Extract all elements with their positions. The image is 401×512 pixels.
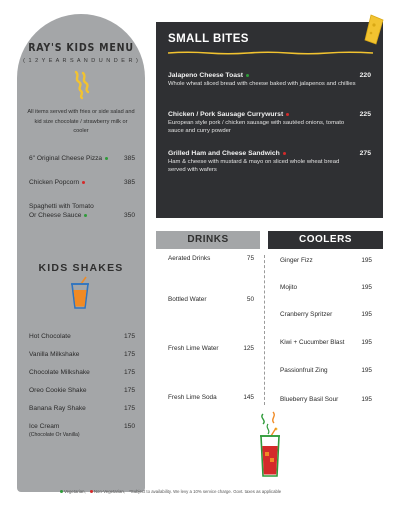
- cooler-item-name: Cranberry Spritzer: [280, 311, 333, 318]
- drink-item-name: Fresh Lime Water: [168, 345, 219, 352]
- kids-menu-subtitle: ( 1 2 Y E A R S A N D U N D E R ): [23, 58, 139, 64]
- cooler-item: [280, 257, 372, 264]
- shake-item-name: Hot Chocolate: [29, 333, 71, 340]
- nonveg-indicator: [90, 490, 93, 493]
- bite-item-desc: European style pork / chicken sausage with sautéed onions, tomato sauce and curry powder: [168, 120, 345, 134]
- veg-indicator: [60, 490, 63, 493]
- bite-item-name: Chicken / Pork Sausage Currywurst: [168, 111, 284, 118]
- veg-indicator: [246, 74, 249, 77]
- cooler-item-price: 195: [361, 257, 372, 264]
- cooler-item-name: Mojito: [280, 284, 298, 291]
- cooler-item-name: Passionfruit Zing: [280, 367, 328, 374]
- drink-item-name: Aerated Drinks: [168, 255, 211, 262]
- bite-item-price: 275: [359, 150, 371, 157]
- drink-item: [168, 296, 254, 303]
- shake-item-price: 175: [123, 369, 135, 376]
- cooler-item: [280, 367, 372, 374]
- shake-glass-icon: [67, 276, 93, 310]
- footer-note: *Subject to availability. We levy a 10% service charge. Govt. taxes as applicable: [129, 489, 282, 494]
- bite-item-desc: Ham & cheese with mustard & mayo on sliced whole wheat bread served with wafers: [168, 159, 340, 173]
- shake-item-name: Ice Cream: [29, 423, 60, 430]
- veg-indicator: [84, 214, 87, 217]
- shake-item-name: Oreo Cookie Shake: [29, 387, 87, 394]
- shake-item-price: 150: [123, 423, 135, 430]
- drink-item-price: 125: [243, 345, 254, 352]
- shake-item-price: 175: [123, 387, 135, 394]
- shake-item-sub: (Chocolate Or Vanilla): [29, 432, 80, 438]
- bite-item-name: Jalapeno Cheese Toast: [168, 72, 244, 79]
- bite-item: [168, 110, 371, 135]
- small-bites-title: SMALL BITES: [168, 33, 249, 45]
- cooler-item-price: 195: [361, 311, 372, 318]
- nonveg-indicator: [286, 113, 289, 116]
- kids-note: All items served with fries or side salad and kid size chocolate / strawberry milk or cooler: [27, 109, 135, 134]
- kids-item-name: Spaghetti with Tomato: [29, 203, 94, 210]
- cooler-item: [280, 311, 372, 318]
- shake-item-name: Banana Ray Shake: [29, 405, 86, 412]
- drinks-header: DRINKS: [156, 231, 260, 249]
- cooler-item-name: Kiwi + Cucumber Blast: [280, 339, 345, 346]
- pasta-icon: [70, 70, 94, 100]
- kids-item: [29, 154, 135, 163]
- bite-item-name: Grilled Ham and Cheese Sandwich: [168, 150, 280, 157]
- kids-item: [29, 202, 135, 220]
- nonveg-indicator: [283, 152, 286, 155]
- bite-item-price: 220: [359, 72, 371, 79]
- shake-item-name: Chocolate Milkshake: [29, 369, 90, 376]
- shake-item-price: 175: [123, 351, 135, 358]
- footer-nonveg: Non-Vegetarian,: [93, 489, 126, 494]
- footer-legend: [60, 489, 281, 494]
- cooler-item: [280, 284, 372, 291]
- cooler-item-name: Ginger Fizz: [280, 257, 313, 264]
- bite-item-desc: Whole wheat sliced bread with cheese baked with jalapenos and chillies: [168, 81, 356, 87]
- small-bites-board: [156, 22, 383, 218]
- drink-item: [168, 255, 254, 262]
- cooler-item-price: 195: [361, 396, 372, 403]
- cooler-item-price: 195: [361, 339, 372, 346]
- cooler-item-name: Blueberry Basil Sour: [280, 396, 339, 403]
- drink-item: [168, 394, 254, 401]
- kids-menu-title: RAY'S KIDS MENU: [28, 42, 134, 54]
- drink-item-price: 145: [243, 394, 254, 401]
- yellow-underline: [168, 51, 373, 55]
- drink-item-name: Bottled Water: [168, 296, 207, 303]
- shake-item-price: 175: [123, 405, 135, 412]
- kids-item-price: 350: [123, 212, 135, 219]
- drink-item: [168, 345, 254, 352]
- kids-item-name: 6" Original Cheese Pizza: [29, 155, 103, 162]
- shake-item: [29, 350, 135, 359]
- bite-item-price: 225: [359, 111, 371, 118]
- veg-indicator: [105, 157, 108, 160]
- kids-shakes-title: KIDS SHAKES: [38, 262, 124, 274]
- shake-item: [29, 404, 135, 413]
- shake-item: [29, 422, 135, 440]
- cooler-item: [280, 396, 372, 403]
- shake-item-name: Vanilla Milkshake: [29, 351, 80, 358]
- kids-item-name: Chicken Popcorn: [29, 179, 80, 186]
- shake-item: [29, 386, 135, 395]
- kids-item-name-line2: Or Cheese Sauce: [29, 212, 82, 219]
- kids-menu-panel: [17, 14, 145, 492]
- cooler-item-price: 195: [361, 284, 372, 291]
- shake-item-price: 175: [123, 333, 135, 340]
- bite-item: [168, 71, 371, 88]
- drink-item-name: Fresh Lime Soda: [168, 394, 217, 401]
- kids-item-price: 385: [123, 179, 135, 186]
- column-divider: [264, 255, 265, 405]
- cooler-item: [280, 339, 372, 346]
- cheese-icon: [362, 12, 386, 46]
- coolers-header: COOLERS: [268, 231, 383, 249]
- footer-veg: Vegetarian,: [64, 489, 86, 494]
- drink-item-price: 50: [246, 296, 254, 303]
- kids-item-price: 385: [123, 155, 135, 162]
- kids-item: [29, 178, 135, 187]
- drink-item-price: 75: [246, 255, 254, 262]
- cooler-item-price: 195: [361, 367, 372, 374]
- shake-item: [29, 368, 135, 377]
- shake-item: [29, 332, 135, 341]
- nonveg-indicator: [82, 181, 85, 184]
- cocktail-icon: [255, 410, 285, 482]
- bite-item: [168, 149, 371, 174]
